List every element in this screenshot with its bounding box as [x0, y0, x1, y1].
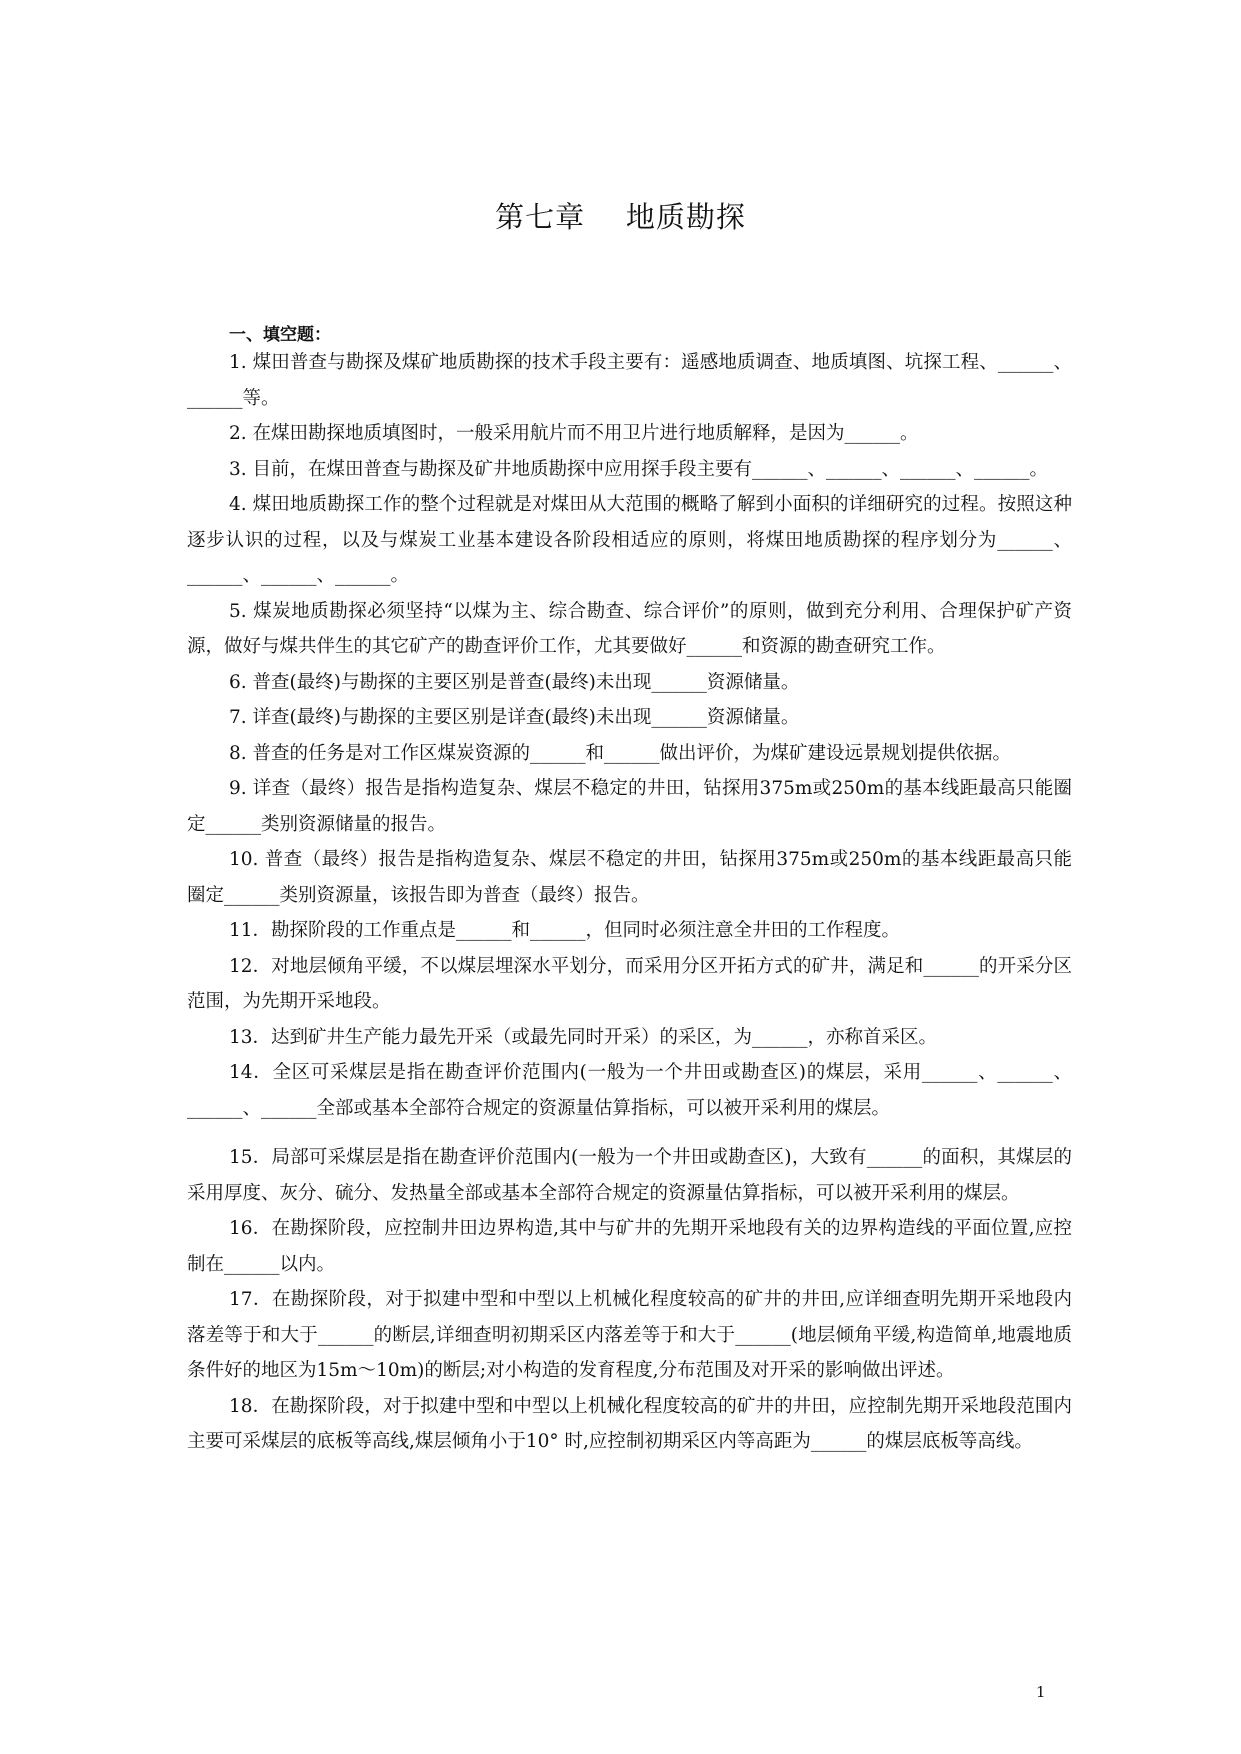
page-title: 第七章 地质勘探: [495, 200, 746, 234]
question-item: 11．勘探阶段的工作重点是______和______，但同时必须注意全井田的工作程度。: [229, 920, 901, 941]
question-item: 9. 详查（最终）报告是指构造复杂、煤层不稳定的井田，钻探用375m或250m的基本线距最高只能圈定______类别资源储量的报告。: [187, 778, 1072, 835]
question-item: 13．达到矿井生产能力最先开采（或最先同时开采）的采区，为______，亦称首采区。: [229, 1026, 938, 1048]
question-item: 4. 煤田地质勘探工作的整个过程就是对煤田从大范围的概略了解到小面积的详细研究的过程。按照这种逐步认识的过程，以及与煤炭工业基本建设各阶段相适应的原则，将煤田地质勘探的程序划分为______、______、______、______。: [187, 494, 1072, 586]
question-item: 18．在勘探阶段，对于拟建中型和中型以上机械化程度较高的矿井的井田，应控制先期开采地段范围内主要可采煤层的底板等高线,煤层倾角小于10° 时,应控制初期采区内等高距为______的煤层底板等高线。: [187, 1395, 1072, 1452]
question-item: 5. 煤炭地质勘探必须坚持“以煤为主、综合勘查、综合评价”的原则，做到充分利用、合理保护矿产资源，做好与煤共伴生的其它矿产的勘查评价工作，尤其要做好______和资源的勘查研究工作。: [187, 600, 1072, 657]
section-heading: 一、填空题：: [229, 325, 331, 345]
question-item: 6. 普查(最终)与勘探的主要区别是普查(最终)未出现______资源储量。: [229, 671, 800, 693]
question-item: 1. 煤田普查与勘探及煤矿地质勘探的技术手段主要有：遥感地质调查、地质填图、坑探工程、______、______等。: [187, 352, 1072, 409]
question-item: 3. 目前，在煤田普查与勘探及矿井地质勘探中应用探手段主要有______、______、______、______。: [229, 458, 1049, 480]
question-item: 14．全区可采煤层是指在勘查评价范围内(一般为一个井田或勘查区)的煤层，采用______、______、______、______全部或基本全部符合规定的资源量估算指标，可以被开采利用的煤层。: [187, 1062, 1072, 1119]
question-item: 15．局部可采煤层是指在勘查评价范围内(一般为一个井田或勘查区)，大致有______的面积，其煤层的采用厚度、灰分、硫分、发热量全部或基本全部符合规定的资源量估算指标，可以被开采利用的煤层。: [187, 1147, 1072, 1204]
page-number: 1: [1036, 1683, 1046, 1701]
question-item: 2. 在煤田勘探地质填图时，一般采用航片而不用卫片进行地质解释，是因为______。: [229, 423, 919, 444]
question-item: 16．在勘探阶段，应控制井田边界构造,其中与矿井的先期开采地段有关的边界构造线的平面位置,应控制在______以内。: [187, 1218, 1072, 1275]
question-list: [187, 345, 1072, 1460]
question-item: 10. 普查（最终）报告是指构造复杂、煤层不稳定的井田，钻探用375m或250m的基本线距最高只能圈定______类别资源量，该报告即为普查（最终）报告。: [187, 849, 1072, 906]
question-item: 7. 详查(最终)与勘探的主要区别是详查(最终)未出现______资源储量。: [229, 707, 800, 728]
question-item: 17．在勘探阶段，对于拟建中型和中型以上机械化程度较高的矿井的井田,应详细查明先期开采地段内落差等于和大于______的断层,详细查明初期采区内落差等于和大于______(地层倾角平缓,构造简单,地震地质条件好的地区为15m～10m)的断层;对小构造的发育程度,分布范围及对开采的影响做出评述。: [187, 1289, 1072, 1381]
question-item: 8. 普查的任务是对工作区煤炭资源的______和______做出评价，为煤矿建设远景规划提供依据。: [229, 742, 1012, 764]
question-item: 12．对地层倾角平缓，不以煤层埋深水平划分，而采用分区开拓方式的矿井，满足和______的开采分区范围，为先期开采地段。: [187, 955, 1072, 1012]
